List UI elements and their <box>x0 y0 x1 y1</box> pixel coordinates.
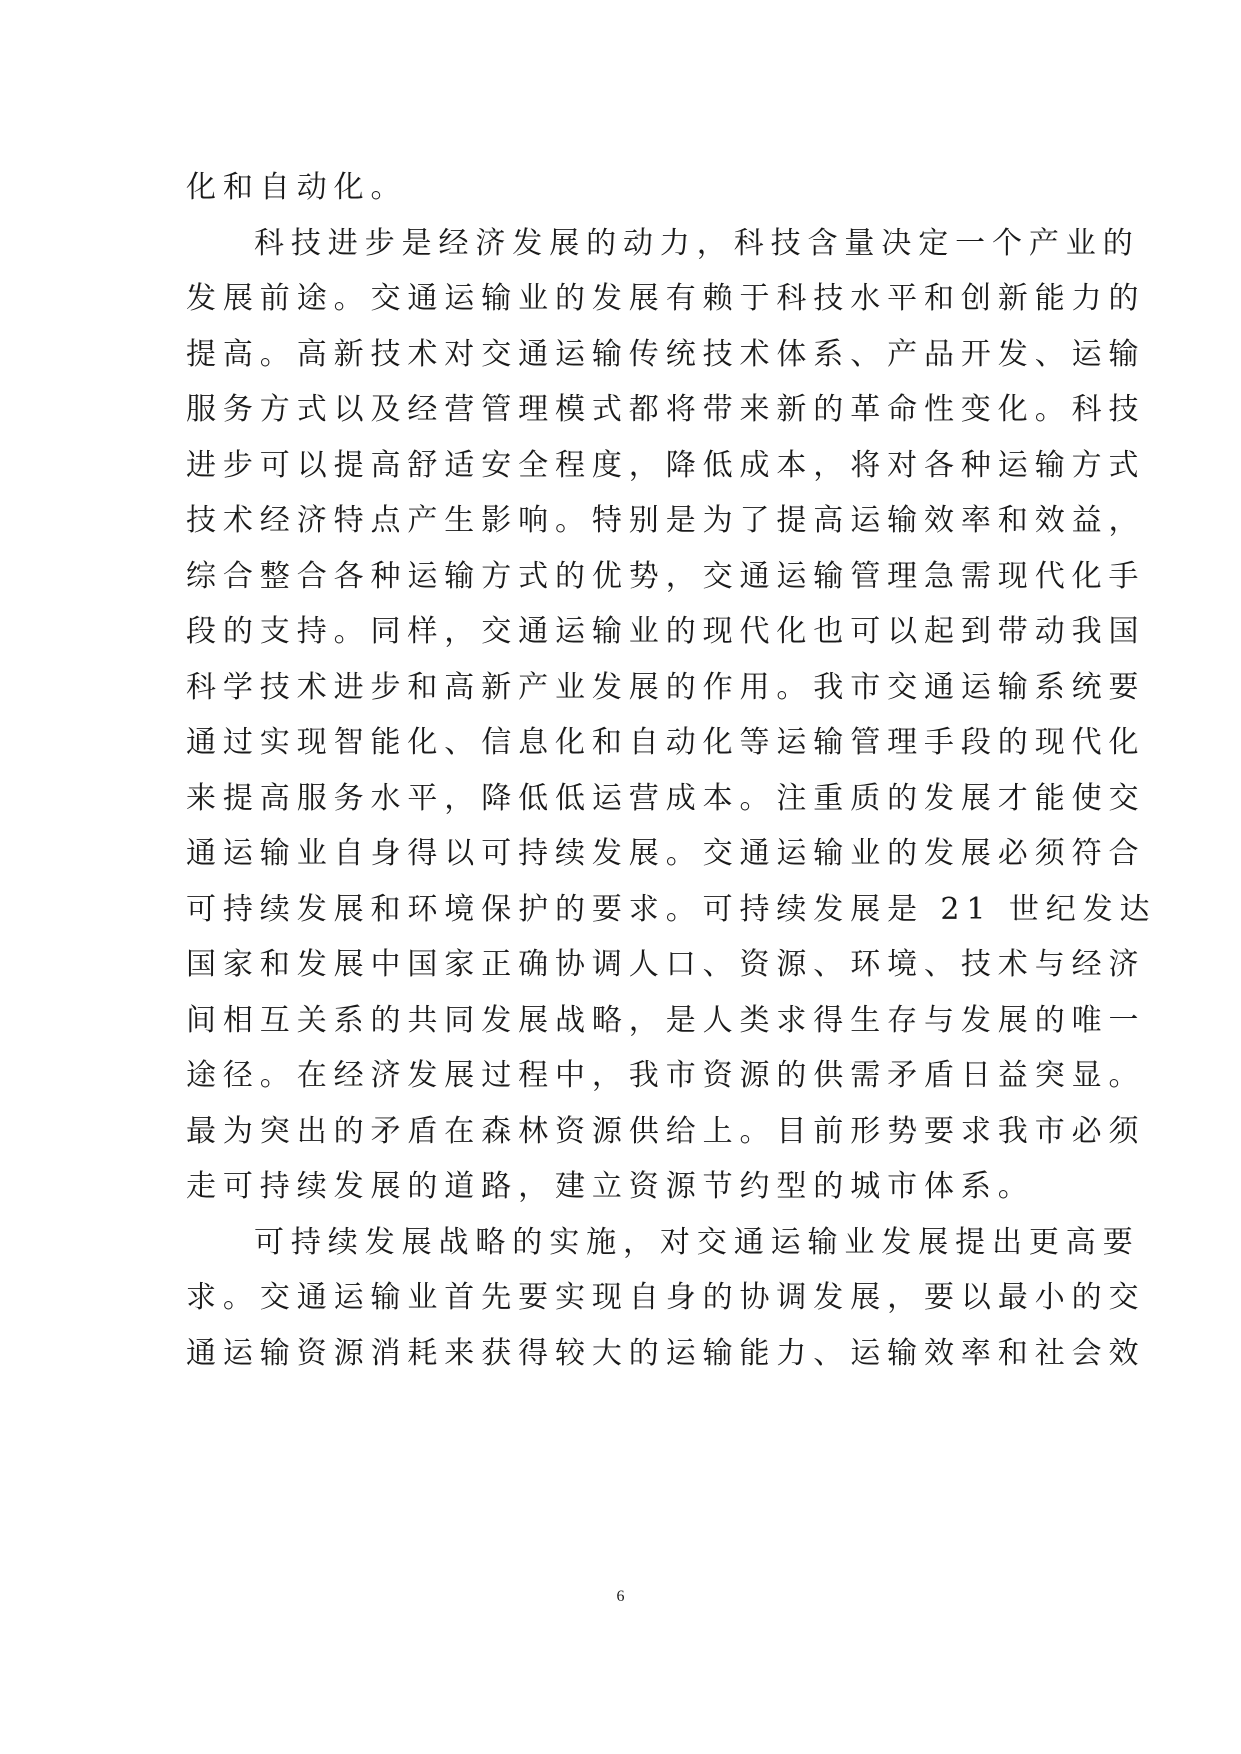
text-line: 化和自动化。 <box>186 170 408 205</box>
text-line: 段的支持。同样，交通运输业的现代化也可以起到带动我国 <box>186 614 1146 649</box>
text-line: 来提高服务水平，降低低运营成本。注重质的发展才能使交 <box>186 780 1146 816</box>
text-line: 发展前途。交通运输业的发展有赖于科技水平和创新能力的 <box>186 281 1146 316</box>
text-line: 提高。高新技术对交通运输传统技术体系、产品开发、运输 <box>186 336 1146 372</box>
text-line: 可持续发展战略的实施，对交通运输业发展提出更高要 <box>254 1224 1140 1260</box>
text-line: 服务方式以及经营管理模式都将带来新的革命性变化。科技 <box>186 392 1146 427</box>
text-line: 进步可以提高舒适安全程度，降低成本，将对各种运输方式 <box>186 447 1146 483</box>
text-line: 可持续发展和环境保护的要求。可持续发展是 21 世纪发达 <box>186 891 1157 927</box>
text-line: 国家和发展中国家正确协调人口、资源、环境、技术与经济 <box>186 947 1146 982</box>
text-line: 通运输业自身得以可持续发展。交通运输业的发展必须符合 <box>186 836 1146 871</box>
text-line: 求。交通运输业首先要实现自身的协调发展，要以最小的交 <box>186 1280 1146 1315</box>
text-line: 通过实现智能化、信息化和自动化等运输管理手段的现代化 <box>186 725 1146 760</box>
body-text <box>186 160 1157 1381</box>
text-line: 综合整合各种运输方式的优势，交通运输管理急需现代化手 <box>186 558 1146 594</box>
text-line: 技术经济特点产生影响。特别是为了提高运输效率和效益， <box>186 503 1146 538</box>
page-number: 6 <box>616 1588 625 1605</box>
text-line: 间相互关系的共同发展战略，是人类求得生存与发展的唯一 <box>186 1002 1146 1038</box>
text-line: 科技进步是经济发展的动力，科技含量决定一个产业的 <box>254 225 1140 261</box>
text-line: 通运输资源消耗来获得较大的运输能力、运输效率和社会效 <box>186 1335 1146 1371</box>
text-line: 途径。在经济发展过程中，我市资源的供需矛盾日益突显。 <box>186 1058 1146 1093</box>
text-line: 走可持续发展的道路，建立资源节约型的城市体系。 <box>186 1169 1035 1204</box>
text-line: 最为突出的矛盾在森林资源供给上。目前形势要求我市必须 <box>186 1113 1146 1149</box>
text-line: 科学技术进步和高新产业发展的作用。我市交通运输系统要 <box>186 669 1146 705</box>
